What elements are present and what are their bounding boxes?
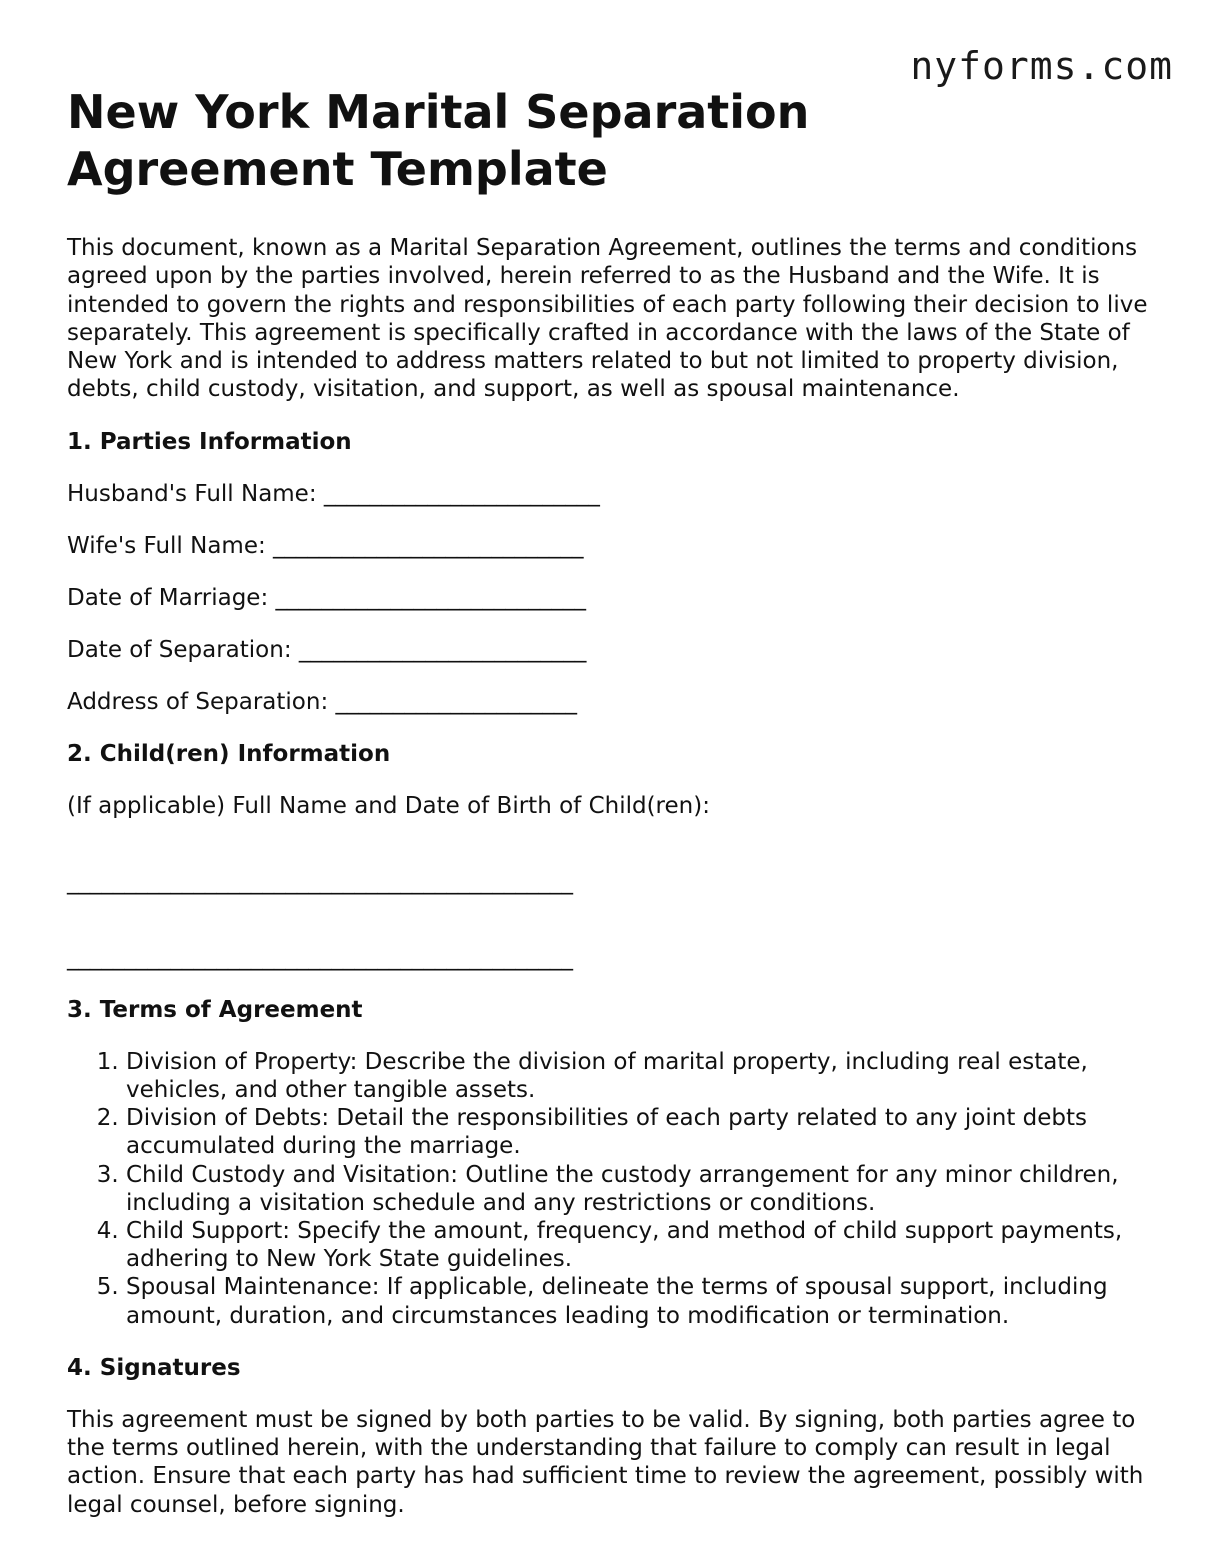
signatures-section [67,1354,1157,1519]
children-prompt: (If applicable) Full Name and Date of Birth of Child(ren): [67,792,710,819]
section-heading-parties: 1. Parties Information [67,428,352,455]
husband-name-field: Husband's Full Name: ________________________ [67,480,600,507]
date-of-marriage-field: Date of Marriage: ___________________________ [67,584,587,611]
terms-list [67,1048,1157,1330]
list-item: 2. Division of Debts: Detail the responsibilities of each party related to any joint debts accumulated during the marriage. [126,1104,1157,1160]
signatures-paragraph: This agreement must be signed by both parties to be valid. By signing, both parties agree to the terms outlined herein, with the understanding that failure to comply can result in legal action. Ensure that each party has had sufficient time to review the agreement, possibly with legal counsel, before signing. [67,1406,1144,1518]
children-information-section [67,740,1157,972]
parties-information-section [67,428,1157,716]
children-blank-line: ____________________________________________ [67,944,573,971]
wife-name-field: Wife's Full Name: ___________________________ [67,532,584,559]
section-heading-signatures: 4. Signatures [67,1354,241,1381]
children-blank-line: ____________________________________________ [67,868,573,895]
terms-of-agreement-section [67,996,1157,1330]
list-item: 5. Spousal Maintenance: If applicable, delineate the terms of spousal support, including amount, duration, and circumstances leading to modification or termination. [126,1273,1157,1329]
date-of-separation-field: Date of Separation: _________________________ [67,636,587,663]
list-item: 4. Child Support: Specify the amount, frequency, and method of child support payments, adhering to New York State guidelines. [126,1217,1157,1273]
intro-paragraph: This document, known as a Marital Separation Agreement, outlines the terms and conditions agreed upon by the parties involved, herein referred to as the Husband and the Wife. It is intended to govern the rights and responsibilities of each party following their decision to live separately. This agreement is specifically crafted in accordance with the laws of the State of New York and is intended to address matters related to but not limited to property division, debts, child custody, visitation, and support, as well as spousal maintenance. [67,235,1148,403]
section-heading-terms: 3. Terms of Agreement [67,996,363,1023]
section-heading-children: 2. Child(ren) Information [67,740,391,767]
list-item: 3. Child Custody and Visitation: Outline the custody arrangement for any minor children, including a visitation schedule and any restrictions or conditions. [126,1161,1157,1217]
document-page [67,84,1157,1543]
document-title: New York Marital Separation Agreement Template [67,85,810,196]
address-of-separation-field: Address of Separation: _____________________ [67,688,577,715]
site-watermark: nyforms.com [910,44,1173,88]
list-item: 1. Division of Property: Describe the division of marital property, including real estate, vehicles, and other tangible assets. [126,1048,1157,1104]
